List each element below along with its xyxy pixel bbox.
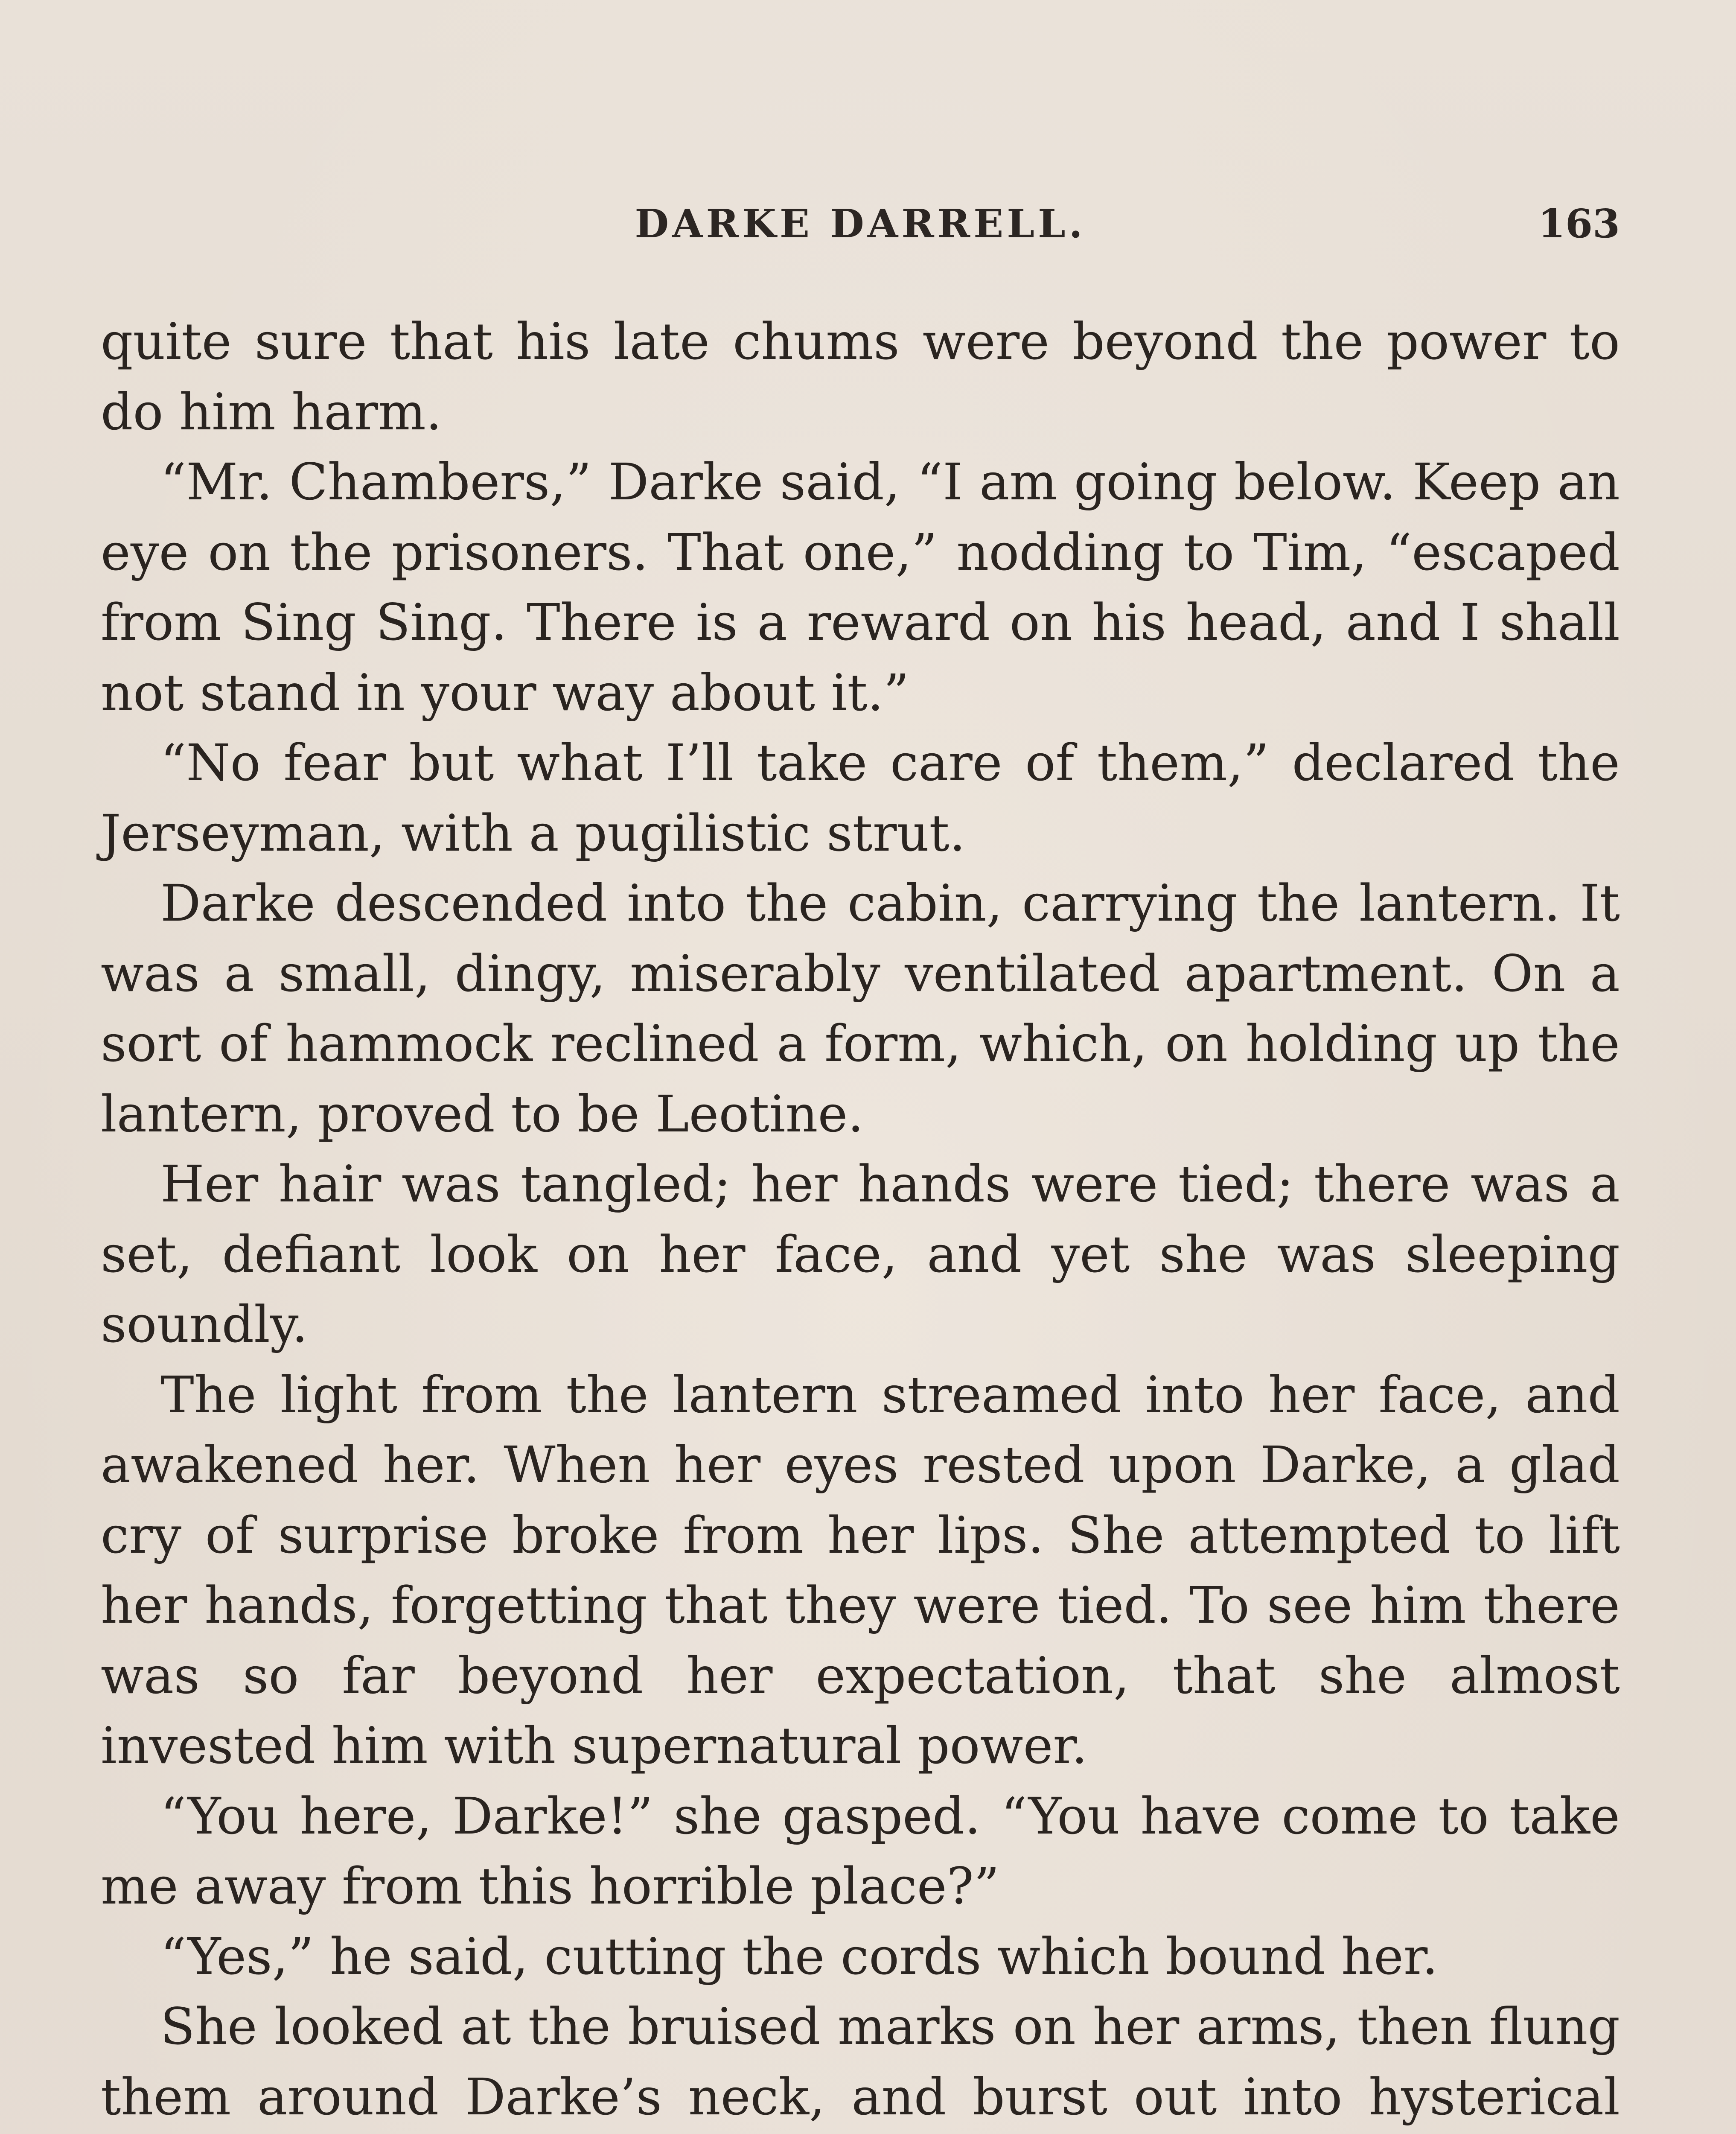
paragraph: “No fear but what I’ll take care of them,” declared the Jerseyman, with a pugilistic strut. <box>101 733 1620 863</box>
page-number: 163 <box>1538 201 1620 247</box>
paragraph: The light from the lantern streamed into her face, and awakened her. When her eyes rested upon Darke, a glad cry of surprise broke from her lips. She attempted to lift her hands, forgetting that they were tied. To see him there was so far beyond her expectation, that she almost invested him with supernatural power. <box>101 1365 1620 1775</box>
paragraph: quite sure that his late chums were beyond the power to do him harm. <box>101 312 1620 441</box>
paragraph: “You here, Darke!” she gasped. “You have come to take me away from this horrible place?” <box>101 1786 1620 1915</box>
running-title: DARKE DARRELL. <box>635 201 1086 247</box>
body-text <box>101 306 1620 2134</box>
paragraph: “Mr. Chambers,” Darke said, “I am going below. Keep an eye on the prisoners. That one,” nodding to Tim, “escaped from Sing Sing. There is a reward on his head, and I shall not stand in your way about it.” <box>101 452 1620 722</box>
paragraph: Her hair was tangled; her hands were tied; there was a set, defiant look on her face, and yet she was sleeping soundly. <box>101 1154 1620 1354</box>
page-header <box>101 201 1620 269</box>
paragraph: “Yes,” he said, cutting the cords which bound her. <box>160 1927 1438 1986</box>
paragraph: Darke descended into the cabin, carrying the lantern. It was a small, dingy, miserably ventilated apartment. On a sort of hammock reclined a form, which, on holding up the lantern, proved to be Leotine. <box>101 874 1620 1143</box>
paragraph: She looked at the bruised marks on her arms, then flung them around Darke’s neck, and burst out into hysterical <box>101 1997 1620 2126</box>
